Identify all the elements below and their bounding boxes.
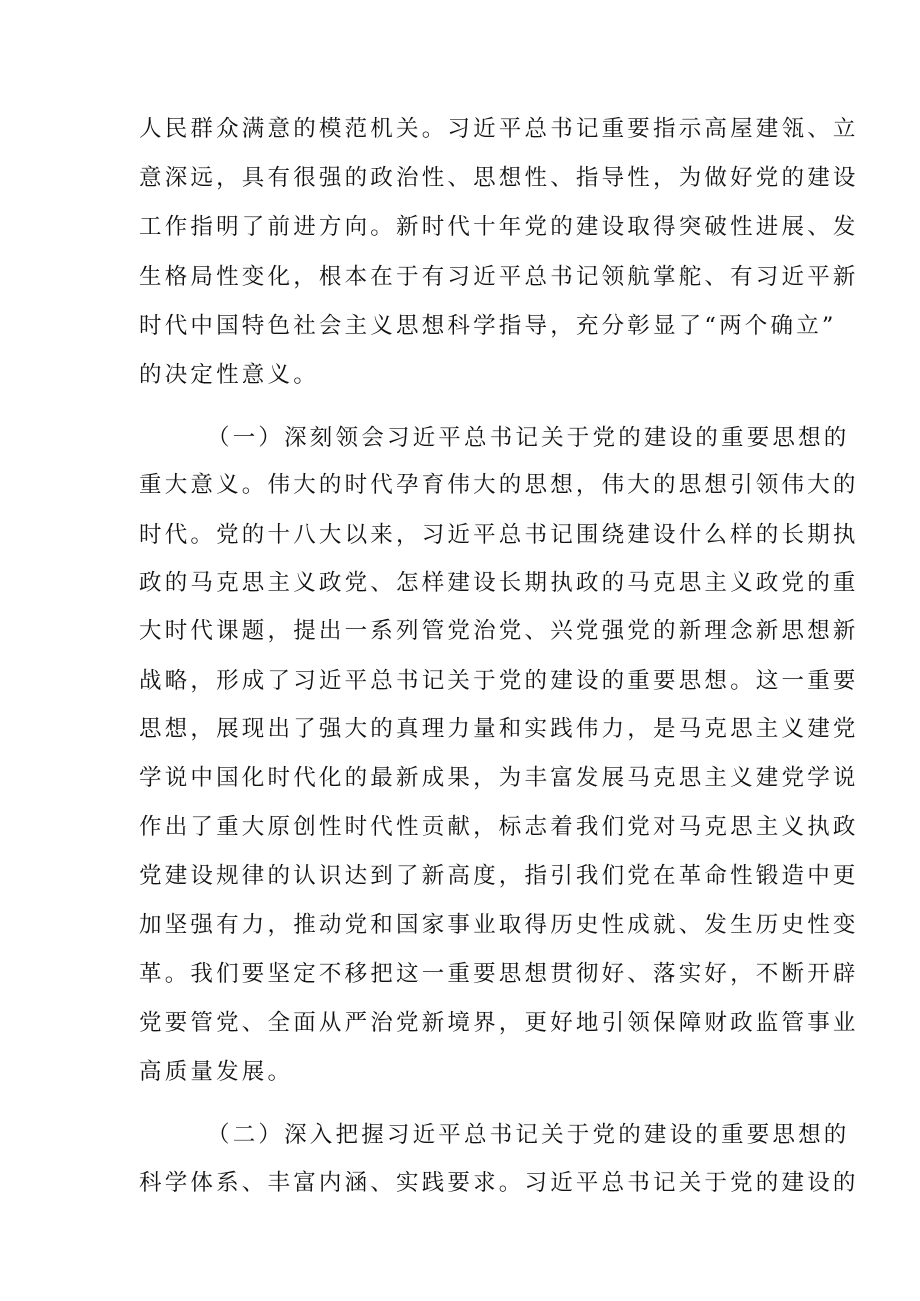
text-line: 政的马克思主义政党、怎样建设长期执政的马克思主义政党的重	[139, 570, 859, 596]
text-line: 学说中国化时代化的最新成果，为丰富发展马克思主义建党学说	[139, 765, 859, 791]
text-line: 加坚强有力，推动党和国家事业取得历史性成就、发生历史性变	[139, 912, 859, 938]
text-line: 党要管党、全面从严治党新境界，更好地引领保障财政监管事业	[139, 1010, 859, 1036]
text-line: 革。我们要坚定不移把这一重要思想贯彻好、落实好，不断开辟	[139, 961, 859, 987]
section-heading-line: （二）深入把握习近平总书记关于党的建设的重要思想的	[207, 1122, 850, 1148]
text-line: 时代。党的十八大以来，习近平总书记围绕建设什么样的长期执	[139, 522, 859, 548]
text-line: 重大意义。伟大的时代孕育伟大的思想，伟大的思想引领伟大的	[139, 472, 859, 498]
text-line: 人民群众满意的模范机关。习近平总书记重要指示高屋建瓴、立	[139, 116, 859, 142]
text-line: 生格局性变化，根本在于有习近平总书记领航掌舵、有习近平新	[139, 264, 859, 290]
text-line: 大时代课题，提出一系列管党治党、兴党强党的新理念新思想新	[139, 618, 859, 644]
text-line: 战略，形成了习近平总书记关于党的建设的重要思想。这一重要	[139, 668, 859, 694]
text-line: 党建设规律的认识达到了新高度，指引我们党在革命性锻造中更	[139, 863, 859, 889]
text-line: 思想，展现出了强大的真理力量和实践伟力，是马克思主义建党	[139, 716, 859, 742]
text-line: 高质量发展。	[139, 1059, 294, 1085]
text-line: 工作指明了前进方向。新时代十年党的建设取得突破性进展、发	[139, 214, 859, 240]
section-heading-line: （一）深刻领会习近平总书记关于党的建设的重要思想的	[207, 425, 850, 451]
text-line: 时代中国特色社会主义思想科学指导，充分彰显了“两个确立”	[139, 313, 837, 339]
text-line: 的决定性意义。	[139, 362, 319, 388]
text-line: 科学体系、丰富内涵、实践要求。习近平总书记关于党的建设的	[139, 1170, 859, 1196]
text-line: 作出了重大原创性时代性贡献，标志着我们党对马克思主义执政	[139, 814, 859, 840]
text-line: 意深远，具有很强的政治性、思想性、指导性，为做好党的建设	[139, 165, 859, 191]
